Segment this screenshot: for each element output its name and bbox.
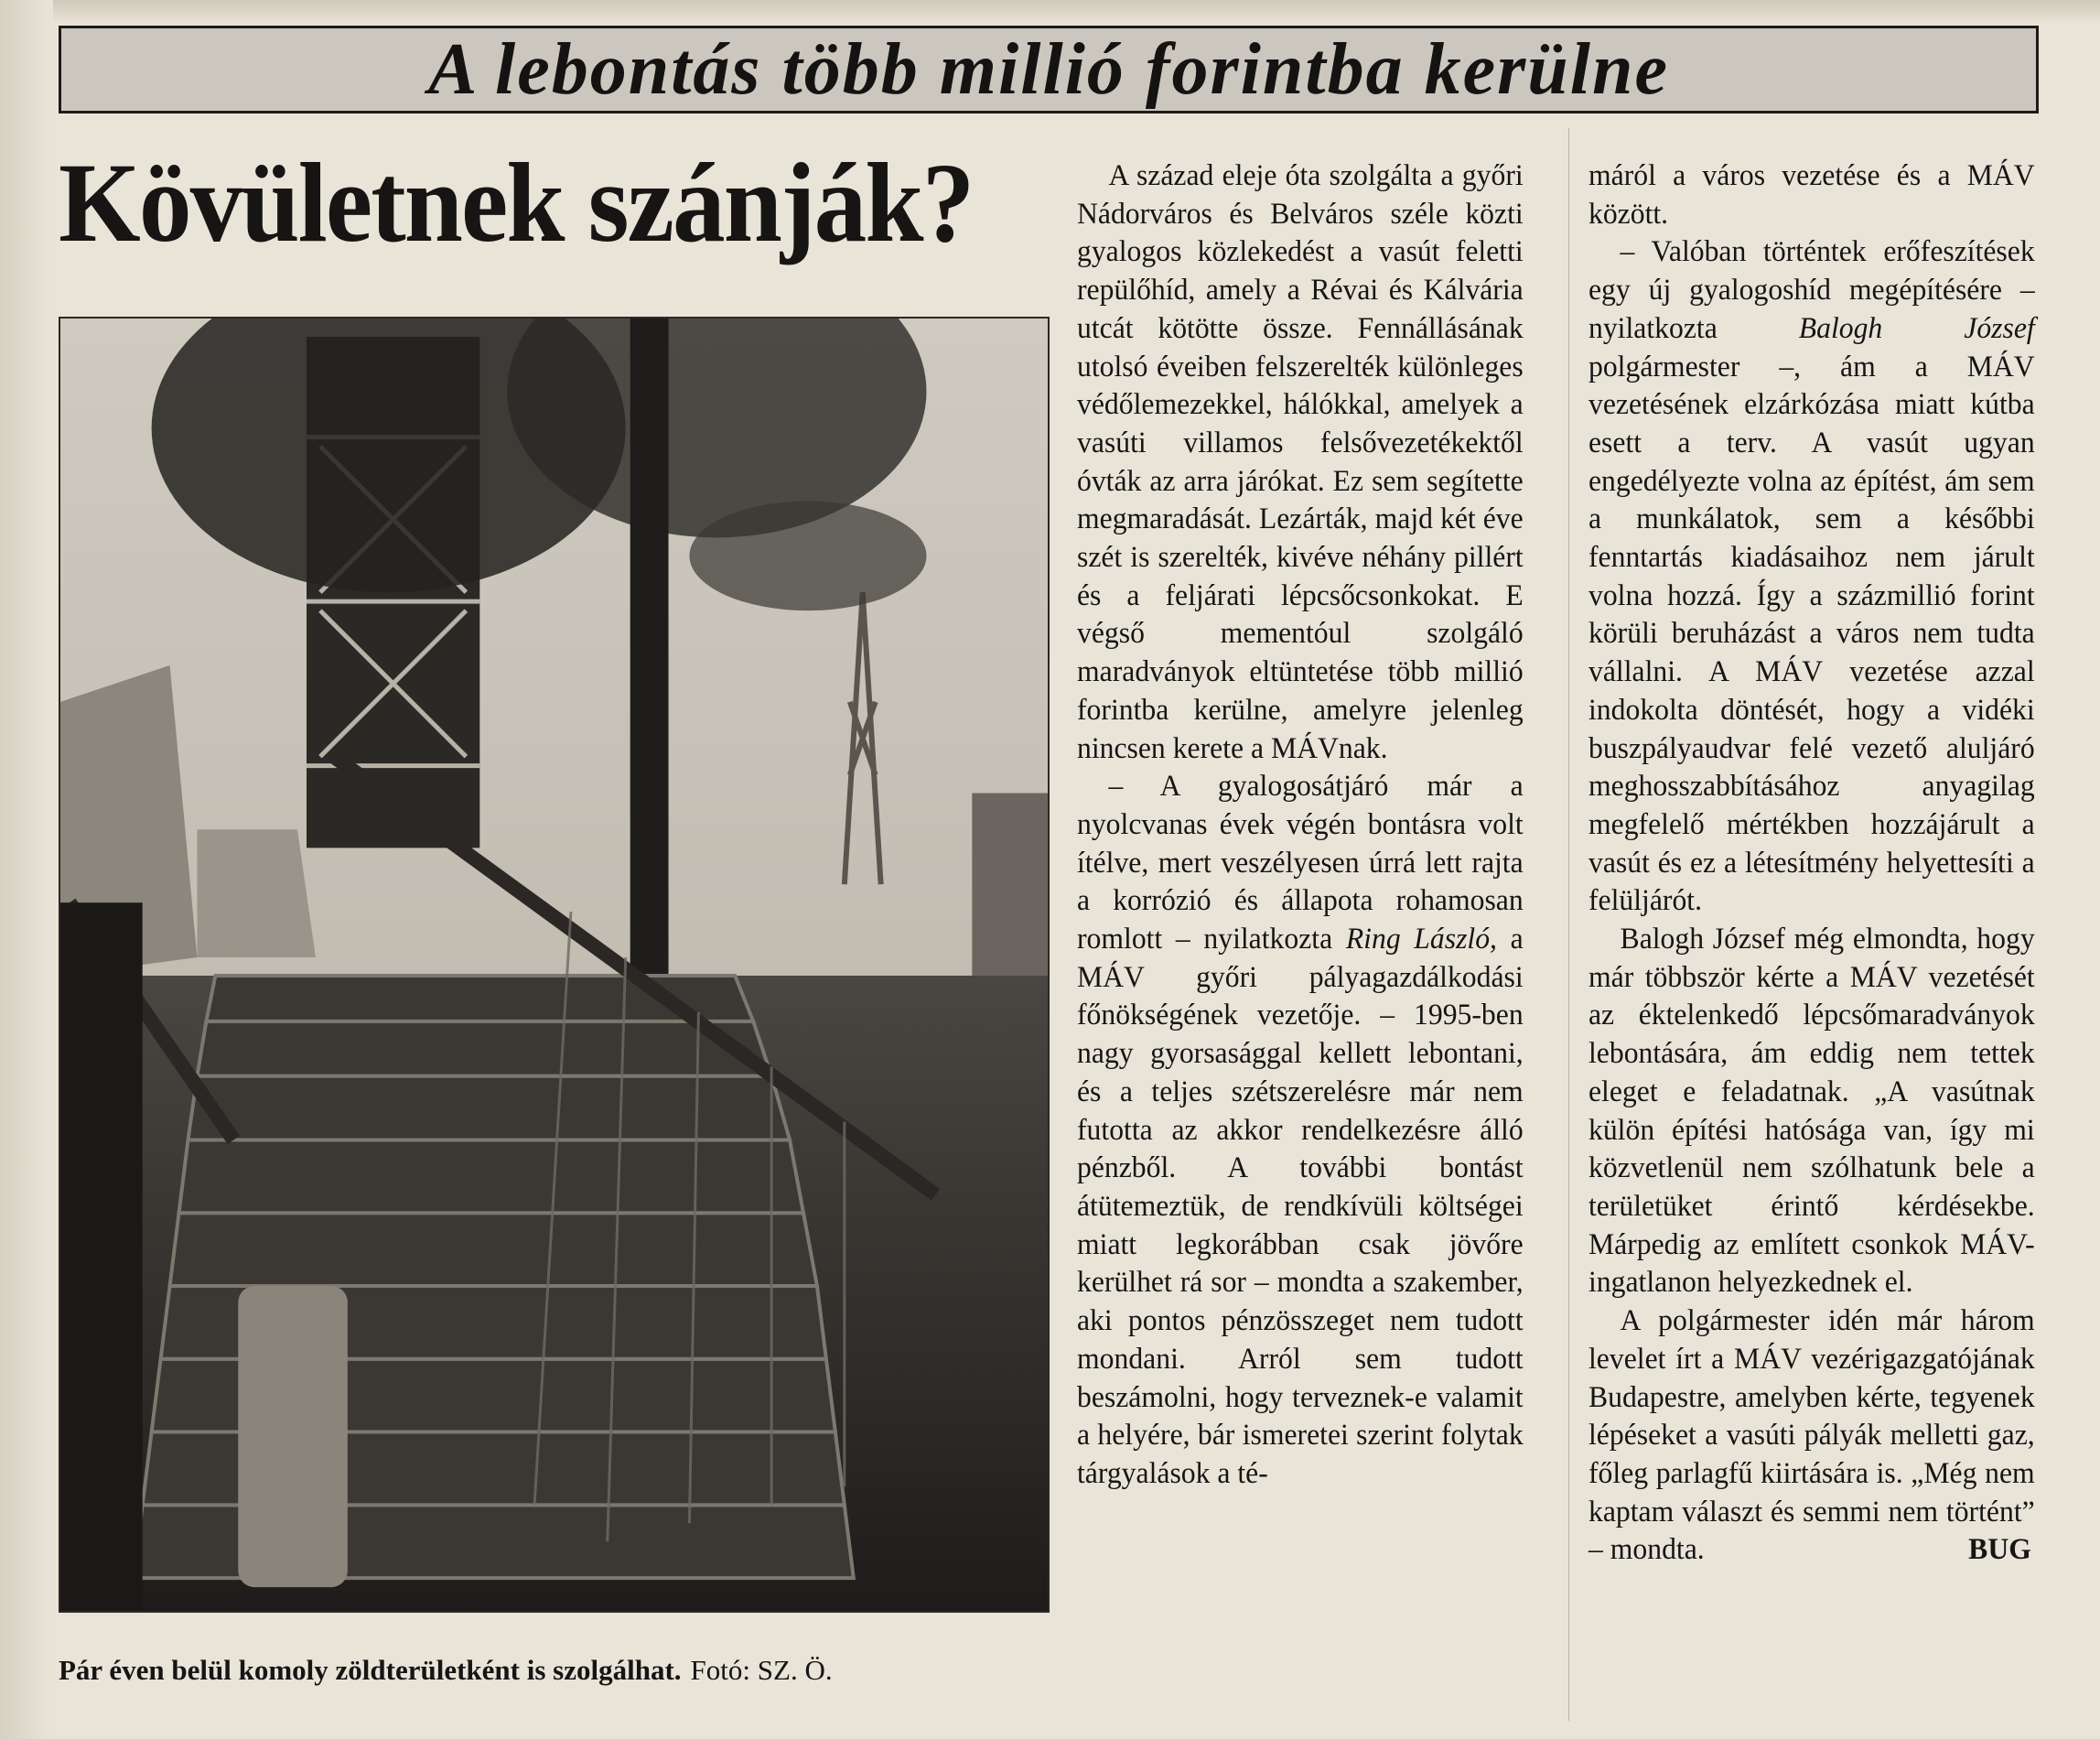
paragraph-text: A polgármester idén már három levelet írt a MÁV vezérigazgatójának Budapestre, amelyben kérte, tegyenek lépéseket a vasúti pályák melletti gaz, főleg parlagfű kiirtására is. „Még nem kaptam választ és semmi nem történt” – mondta. [1588, 1304, 2035, 1567]
photo-credit: Fotó: SZ. Ö. [690, 1654, 833, 1686]
article-column-1 [1077, 157, 1524, 1494]
paragraph: A század eleje óta szolgálta a győri Nádorváros és Belváros széle közti gyalogos közlekedést a vasút feletti repülőhíd, amely a Révai és Kálvária utcát kötötte össze. Fennállásának utolsó éveiben felszerelték különleges védőlemezekkel, hálókkal, amelyek a vasúti villamos felsővezetékektől óvták az arra járókat. Ez sem segítette megmaradását. Lezárták, majd két éve szét is szerelték, kivéve néhány pillért és a feljárati lépcsőcsonkokat. E végső mementóul szolgáló maradványok eltüntetése több millió forintba kerülne, amelyre jelenleg nincsen kerete a MÁVnak. [1077, 159, 1524, 765]
paragraph [1077, 768, 1524, 1493]
person-name: Ring László, [1345, 923, 1497, 956]
paragraph: máról a város vezetése és a MÁV között. [1588, 159, 2035, 231]
person-name: Balogh József [1798, 311, 2035, 345]
article-column-2 [1588, 157, 2035, 1570]
author-signature: BUG [1968, 1533, 2031, 1567]
kicker-title: A lebontás több millió forintba kerülne [428, 28, 1669, 110]
paragraph-text: – Valóban történtek erőfeszítések egy új gyalogoshíd megépítésére – nyilatkozta [1588, 235, 2035, 345]
page-edge-top [0, 0, 2100, 24]
page-edge-left [0, 0, 53, 1739]
caption-text: Pár éven belül komoly zöldterületként is szolgálhat. [59, 1654, 682, 1686]
headline: Kövületnek szánják? [59, 140, 974, 265]
paragraph-text: polgármester –, ám a MÁV vezetésének elzárkózása miatt kútba esett a terv. A vasút ugyan engedélyezte volna az építést, ám sem a munkálatok, sem a későbbi fenntartás kiadásaihoz nem járult volna hozzá. Így a százmillió forint körüli beruházást a város nem tudta vállalni. A MÁV vezetése azzal indokolta döntését, hogy a vidéki buszpályaudvar felé vezető aluljáró meghosszabbításához anyagilag megfelelő mértékben hozzájárult a vasút és ez a létesítmény helyettesíti a felüljárót. [1588, 350, 2035, 918]
paragraph [1588, 1302, 2035, 1570]
column-divider [1568, 128, 1569, 1721]
paragraph-text: – A gyalogosátjáró már a nyolcvanas évek végén bontásra volt ítélve, mert veszélyesen úrrá lett rajta a korrózió és állapota rohamosan romlott – nyilatkozta [1077, 770, 1524, 956]
photo-caption [59, 1653, 1056, 1687]
paragraph: Balogh József még elmondta, hogy már többször kérte a MÁV vezetését az éktelenkedő lépcsőmaradványok lebontására, ám eddig nem tettek eleget e feladatnak. „A vasútnak külön építési hatósága van, így mi közvetlenül nem szólhatunk bele a területüket érintő kérdésekbe. Márpedig az említett csonkok MÁV-ingatlanon helyezkednek el. [1588, 923, 2035, 1300]
kicker-banner [59, 26, 2039, 113]
article-photo [59, 317, 1050, 1613]
paragraph-text: a MÁV győri pályagazdálkodási főnökségének vezetője. – 1995-ben nagy gyorsasággal kellett lebontani, és a teljes szétszerelésre már nem futotta az akkor rendelkezésre álló pénzből. A további bontást átütemeztük, de rendkívüli költségei miatt legkorábban csak jövőre kerülhet rá sor – mondta a szakember, aki pontos pénzösszeget nem tudott mondani. Arról sem tudott beszámolni, hogy terveznek-e valamit a helyére, bár ismeretei szerint folytak tárgyalások a té- [1077, 923, 1524, 1490]
paragraph [1588, 233, 2035, 921]
staircase-photo-illustration [60, 319, 1048, 1611]
